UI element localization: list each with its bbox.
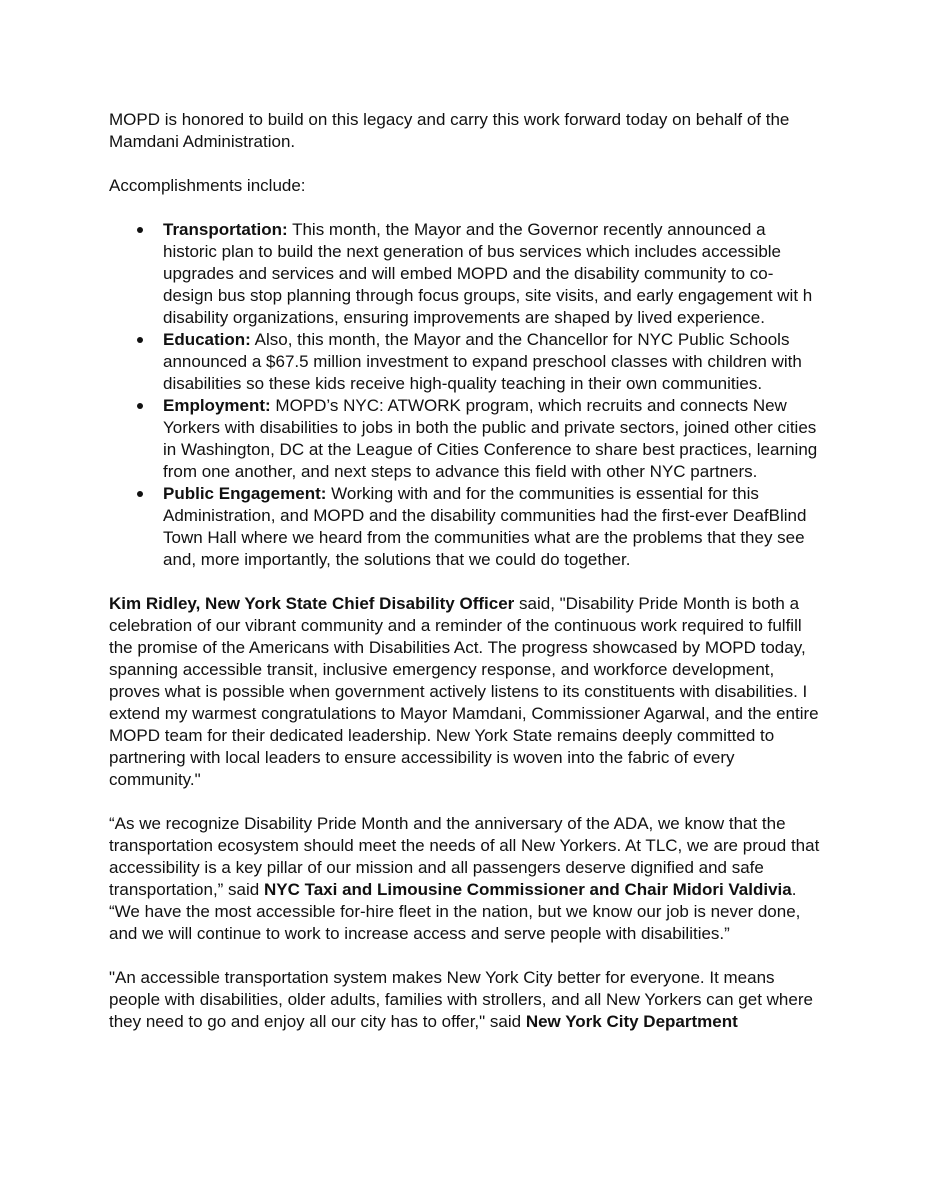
bullet-heading: Education: <box>163 330 251 349</box>
quote-text: "An accessible transportation system makes New York City better for everyone. It means people with disabilities, older adults, families with strollers, and all New Yorkers can get where they need to go and enjoy all our city has to offer," said <box>109 968 813 1031</box>
quote-speaker: New York City Department <box>525 1012 738 1031</box>
bullet-heading: Public Engagement: <box>163 484 327 503</box>
bullet-heading: Employment: <box>163 396 271 415</box>
bullet-icon <box>137 337 143 343</box>
bullet-icon <box>137 227 143 233</box>
quote-paragraph-tlc <box>109 813 821 945</box>
list-item-transportation <box>109 219 823 329</box>
quote-text: said, "Disability Pride Month is both a celebration of our vibrant community and a reminder of the continuous work required to fulfill the promise of the Americans with Disabilities Act. The progress showcased by MOPD today, spanning accessible transit, inclusive emergency response, and workforce development, proves what is possible when government actively listens to its constituents with disabilities. I extend my warmest congratulations to Mayor Mamdani, Commissioner Agarwal, and the entire MOPD team for their dedicated leadership. New York State remains deeply committed to partnering with local leaders to ensure accessibility is woven into the fabric of every community." <box>109 594 819 789</box>
list-item-employment <box>109 395 823 483</box>
quote-speaker: NYC Taxi and Limousine Commissioner and Chair Midori Valdivia <box>263 880 792 899</box>
quote-speaker: Kim Ridley, New York State Chief Disability Officer <box>109 594 515 613</box>
bullet-text: MOPD’s NYC: ATWORK program, which recruits and connects New Yorkers with disabilities to jobs in both the public and private sectors, joined other cities in Washington, DC at the League of Cities Conference to share best practices, learning from one another, and next steps to advance this field with other NYC partners. <box>163 396 818 481</box>
bullet-heading: Transportation: <box>163 220 288 239</box>
quote-paragraph-dot <box>109 967 821 1033</box>
quote-text: “As we recognize Disability Pride Month and the anniversary of the ADA, we know that the transportation ecosystem should meet the needs of all New Yorkers. At TLC, we are proud that accessibility is a key pillar of our mission and all passengers deserve dignified and safe transportation,” said <box>109 814 820 899</box>
bullet-text: This month, the Mayor and the Governor recently announced a historic plan to build the next generation of bus services which includes accessible upgrades and services and will embed MOPD and the disability community to co-design bus stop planning through focus groups, site visits, and early engagement wit h disability organizations, ensuring improvements are shaped by lived experience. <box>163 220 813 327</box>
quote-text: . “We have the most accessible for-hire fleet in the nation, but we know our job is never done, and we will continue to work to increase access and serve people with disabilities.” <box>109 880 801 943</box>
bullet-text: Also, this month, the Mayor and the Chancellor for NYC Public Schools announced a $67.5 million investment to expand preschool classes with children with disabilities so these kids receive high-quality teaching in their own communities. <box>163 330 802 393</box>
accomplishments-list <box>109 219 827 571</box>
list-item-public-engagement <box>109 483 823 571</box>
bullet-icon <box>137 491 143 497</box>
bullet-icon <box>137 403 143 409</box>
bullet-text: Working with and for the communities is essential for this Administration, and MOPD and the disability communities had the first-ever DeafBlind Town Hall where we heard from the communities what are the problems that they see and, more importantly, the solutions that we could do together. <box>163 484 807 569</box>
list-item-education <box>109 329 823 395</box>
accomplishments-label: Accomplishments include: <box>109 176 306 195</box>
intro-paragraph: MOPD is honored to build on this legacy and carry this work forward today on behalf of the Mamdani Administration. <box>109 110 790 151</box>
quote-paragraph-ridley <box>109 593 821 791</box>
